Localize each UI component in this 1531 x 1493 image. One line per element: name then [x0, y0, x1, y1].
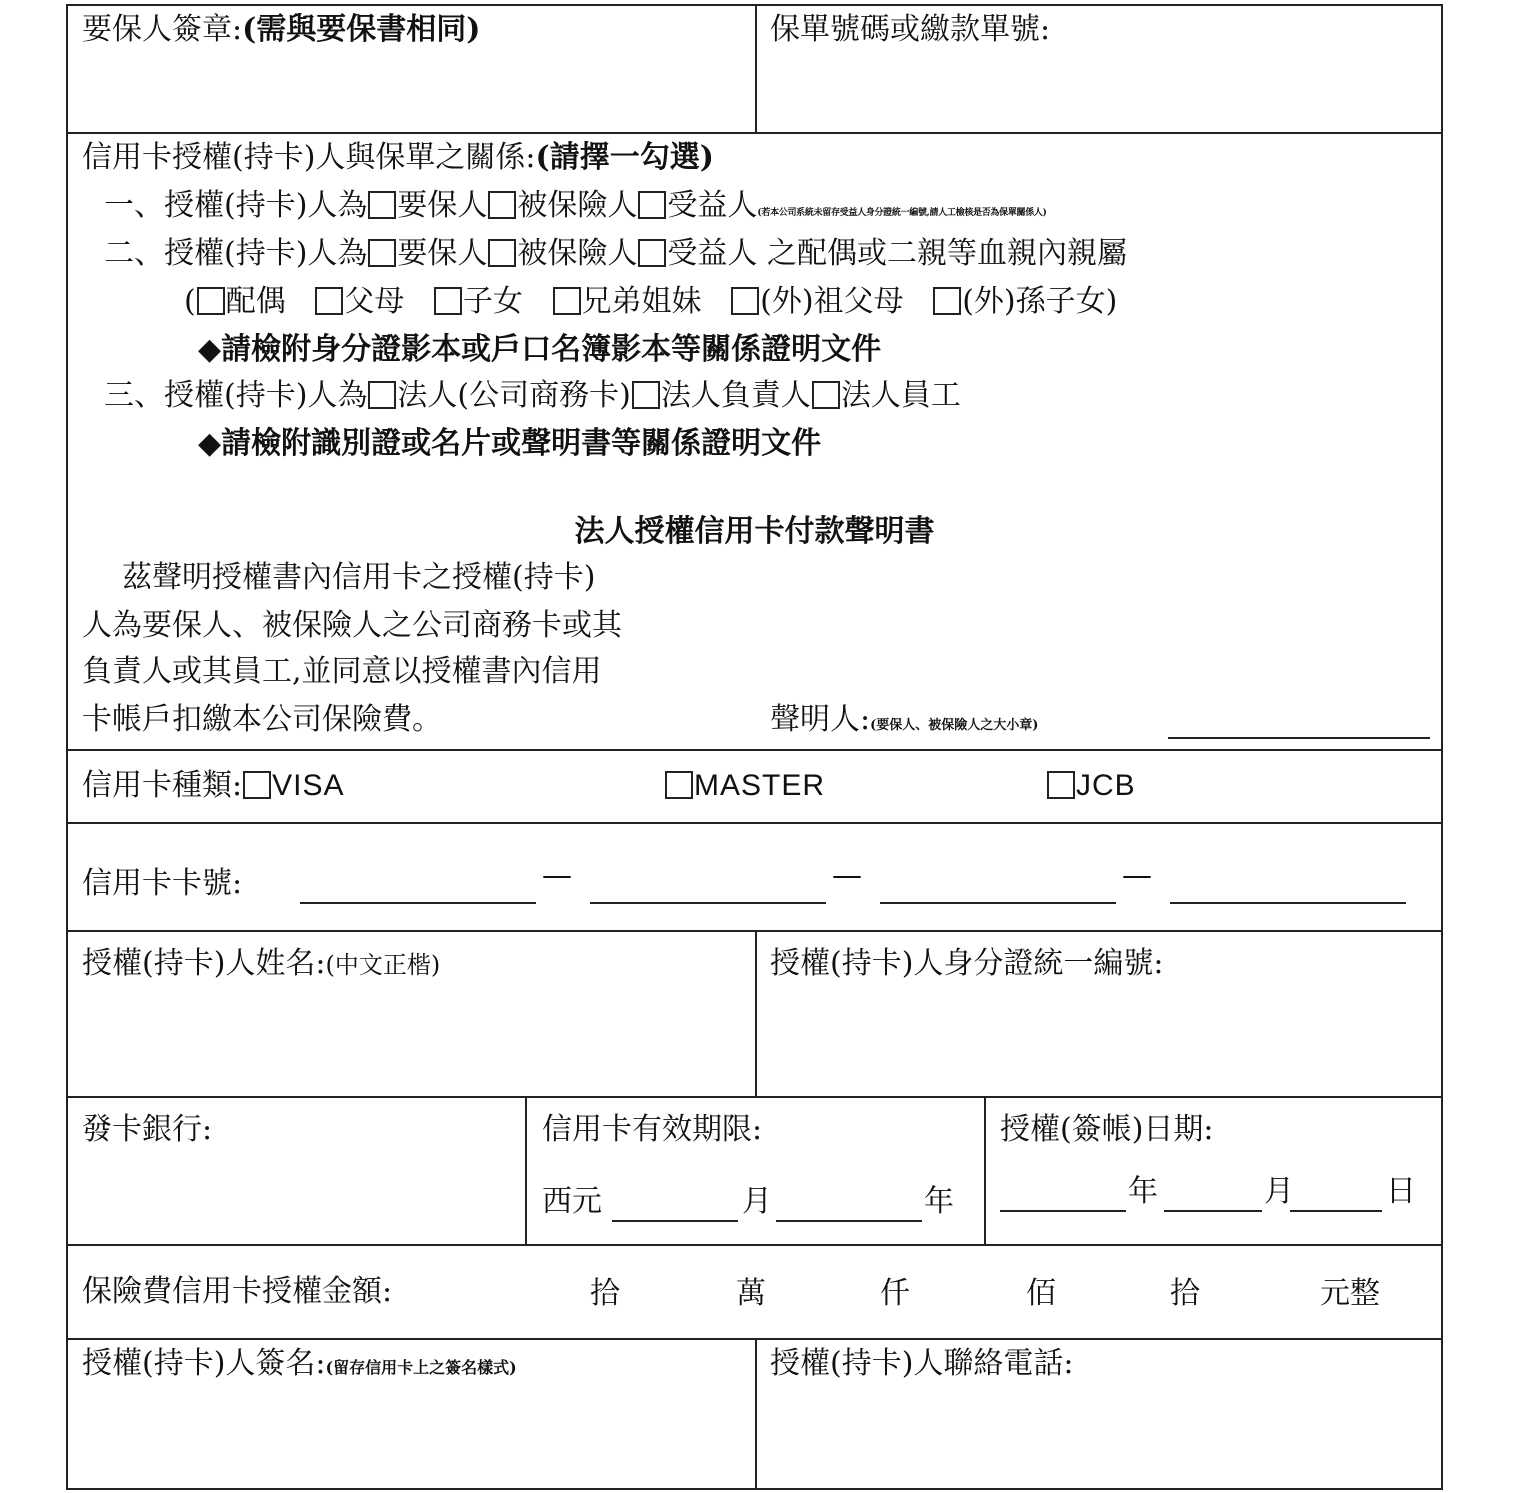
holder-id-label: 授權(持卡)人身分證統一編號: — [770, 946, 1164, 981]
option-label: 受益人 — [667, 236, 758, 271]
auth-month-input[interactable] — [1164, 1210, 1262, 1212]
kin-label: 兄弟姐妹 — [581, 284, 702, 319]
option-label: 法人(公司商務卡) — [397, 378, 631, 413]
checkbox-beneficiary[interactable] — [638, 239, 666, 267]
auth-month-unit: 月 — [1264, 1174, 1294, 1209]
kinship-close-paren: ) — [1105, 284, 1118, 319]
holder-id-field[interactable] — [770, 946, 1164, 982]
checkbox-insured[interactable] — [488, 191, 516, 219]
amount-label: 保險費信用卡授權金額: — [82, 1274, 393, 1309]
card-number-segment-4[interactable] — [1170, 902, 1406, 904]
divider — [755, 1338, 757, 1490]
option-1-prefix: 一、授權(持卡)人為 — [104, 188, 368, 223]
option-label: 被保險人 — [517, 188, 638, 223]
card-number-separator: — — [832, 858, 862, 893]
kin-label: 子女 — [462, 284, 523, 319]
applicant-signature-label: 要保人簽章: — [82, 12, 243, 47]
kinship-open-paren: ( — [184, 284, 196, 319]
card-type-option: MASTER — [694, 769, 826, 802]
expiry-prefix: 西元 — [542, 1184, 602, 1219]
kin-label: (外)孫子女 — [962, 284, 1106, 319]
option-label: 被保險人 — [517, 236, 638, 271]
kin-label: (外)祖父母 — [760, 284, 904, 319]
divider — [68, 1244, 1441, 1246]
checkbox-grandparents[interactable] — [731, 287, 759, 315]
declarant-field — [770, 702, 1038, 744]
auth-date-label: 授權(簽帳)日期: — [1000, 1112, 1214, 1147]
amount-unit: 拾 — [590, 1276, 620, 1311]
auth-day-input[interactable] — [1290, 1210, 1382, 1212]
amount-unit: 元整 — [1320, 1276, 1380, 1311]
relation-option-2 — [104, 236, 1127, 272]
policy-number-field[interactable] — [770, 12, 1050, 48]
option-label: 受益人 — [667, 188, 758, 223]
applicant-signature-note: (需與要保書相同) — [242, 12, 481, 47]
card-type-label: 信用卡種類: — [82, 768, 243, 803]
divider — [68, 822, 1441, 824]
expiry-month-input[interactable] — [612, 1220, 738, 1222]
divider — [525, 1096, 527, 1244]
divider — [755, 930, 757, 1096]
attach-note-kinship: ◆請檢附身分證影本或戶口名簿影本等關係證明文件 — [198, 332, 882, 367]
card-number-separator: — — [1122, 858, 1152, 893]
amount-unit: 拾 — [1170, 1276, 1200, 1311]
checkbox-beneficiary[interactable] — [638, 191, 666, 219]
amount-unit: 仟 — [880, 1276, 910, 1311]
expiry-month-unit: 月 — [742, 1184, 772, 1219]
checkbox-corporate-head[interactable] — [632, 381, 660, 409]
card-number-segment-1[interactable] — [300, 902, 536, 904]
checkbox-applicant[interactable] — [368, 239, 396, 267]
divider — [68, 132, 1441, 134]
card-type-jcb — [1046, 768, 1136, 804]
expiry-year-unit: 年 — [924, 1184, 954, 1219]
issuing-bank-label: 發卡銀行: — [82, 1112, 213, 1147]
declarant-signature-line[interactable] — [1168, 737, 1430, 739]
card-type-option: JCB — [1076, 769, 1136, 802]
holder-signature-note: (留存信用卡上之簽名樣式) — [325, 1358, 517, 1377]
amount-unit: 佰 — [1026, 1276, 1056, 1311]
divider — [755, 6, 757, 132]
declaration-title: 法人授權信用卡付款聲明書 — [574, 514, 935, 549]
beneficiary-note: (若本公司系統未留存受益人身分證統一編號,請人工檢核是否為保單關係人) — [757, 208, 1047, 218]
holder-name-note: (中文正楷) — [325, 951, 441, 979]
checkbox-jcb[interactable] — [1047, 771, 1075, 799]
kin-label: 配偶 — [225, 284, 286, 319]
attach-note-corporate: ◆請檢附識別證或名片或聲明書等關係證明文件 — [198, 426, 822, 461]
checkbox-grandchildren[interactable] — [933, 287, 961, 315]
policy-number-label: 保單號碼或繳款單號: — [770, 12, 1051, 47]
declaration-line: 卡帳戶扣繳本公司保險費。 — [82, 702, 442, 737]
declaration-line: 茲聲明授權書內信用卡之授權(持卡) — [122, 560, 596, 595]
card-type-row — [82, 768, 344, 804]
declaration-line: 人為要保人、被保險人之公司商務卡或其 — [82, 608, 622, 643]
card-type-master — [664, 768, 825, 804]
auth-day-unit: 日 — [1386, 1174, 1416, 1209]
card-type-option: VISA — [272, 769, 345, 802]
declarant-label: 聲明人: — [770, 702, 871, 737]
checkbox-master[interactable] — [665, 771, 693, 799]
applicant-signature-field[interactable] — [82, 12, 481, 48]
checkbox-spouse[interactable] — [197, 287, 225, 315]
relation-option-3 — [104, 378, 961, 414]
option-2-prefix: 二、授權(持卡)人為 — [104, 236, 368, 271]
kin-label: 父母 — [344, 284, 405, 319]
option-3-prefix: 三、授權(持卡)人為 — [104, 378, 368, 413]
checkbox-applicant[interactable] — [368, 191, 396, 219]
divider — [68, 1096, 1441, 1098]
option-2-suffix: 之配偶或二親等血親內親屬 — [766, 236, 1127, 271]
checkbox-insured[interactable] — [488, 239, 516, 267]
card-number-label: 信用卡卡號: — [82, 866, 243, 901]
kinship-options — [184, 284, 1117, 320]
declaration-line: 負責人或其員工,並同意以授權書內信用 — [82, 654, 602, 689]
expiry-year-input[interactable] — [776, 1220, 922, 1222]
relation-option-1 — [104, 188, 1047, 231]
holder-signature-label: 授權(持卡)人簽名: — [82, 1346, 326, 1381]
holder-name-label: 授權(持卡)人姓名: — [82, 946, 326, 981]
checkbox-children[interactable] — [434, 287, 462, 315]
option-label: 法人員工 — [840, 378, 961, 413]
divider — [68, 749, 1441, 751]
relation-title-label: 信用卡授權(持卡)人與保單之關係: — [82, 140, 536, 175]
card-number-separator: — — [542, 858, 572, 893]
holder-phone-label: 授權(持卡)人聯絡電話: — [770, 1346, 1074, 1381]
holder-signature-field[interactable] — [82, 1346, 517, 1386]
auth-year-input[interactable] — [1000, 1210, 1126, 1212]
checkbox-corporate[interactable] — [368, 381, 396, 409]
holder-phone-field[interactable] — [770, 1346, 1074, 1382]
option-label: 要保人 — [397, 236, 488, 271]
relation-title — [82, 140, 714, 176]
checkbox-siblings[interactable] — [553, 287, 581, 315]
divider — [984, 1096, 986, 1244]
card-number-segment-3[interactable] — [880, 902, 1116, 904]
credit-card-authorization-form — [66, 4, 1443, 1490]
relation-title-note: (請擇一勾選) — [535, 140, 714, 175]
checkbox-parents[interactable] — [315, 287, 343, 315]
expiry-label: 信用卡有效期限: — [542, 1112, 763, 1147]
card-number-segment-2[interactable] — [590, 902, 826, 904]
issuing-bank-field[interactable] — [82, 1112, 212, 1148]
option-label: 法人負責人 — [660, 378, 811, 413]
checkbox-visa[interactable] — [243, 771, 271, 799]
amount-unit: 萬 — [736, 1276, 766, 1311]
option-label: 要保人 — [397, 188, 488, 223]
auth-year-unit: 年 — [1128, 1174, 1158, 1209]
declarant-note: (要保人、被保險人之大小章) — [870, 718, 1039, 733]
holder-name-field[interactable] — [82, 946, 440, 983]
checkbox-corporate-employee[interactable] — [812, 381, 840, 409]
